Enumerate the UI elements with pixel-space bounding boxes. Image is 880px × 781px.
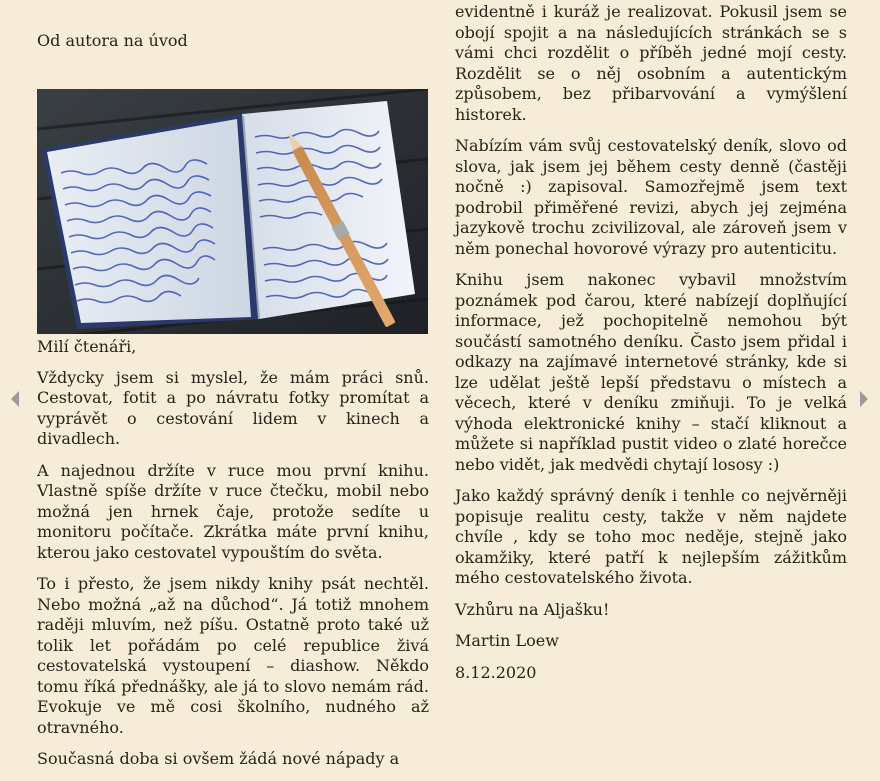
paragraph: Vždycky jsem si myslel, že mám práci snů. Cestovat, fotit a po návratu fotky promítat a vyprávět o cestování lidem v kinech a divadlech. [37, 367, 429, 448]
greeting: Milí čtenáři, [37, 337, 137, 356]
diary-photo [37, 89, 428, 334]
previous-page-arrow-icon[interactable] [11, 391, 19, 407]
paragraph: Současná doba si ovšem žádá nové nápady a [37, 749, 400, 768]
paragraph: Jako každý správný deník i tenhle co nejvěrněji popisuje realitu cesty, takže v něm najdete chvíle , kdy se toho moc neděje, stejně jako okamžiky, které patří k nejlepším zážitkům mého cestovatelského života. [455, 486, 847, 587]
paragraph: A najednou držíte v ruce mou první knihu. Vlastně spíše držíte v ruce čtečku, mobil nebo možná jen hrnek čaje, protože sedíte u monitoru počítače. Zkrátka máte první knihu, kterou jako cestovatel vypouštím do světa. [37, 460, 429, 562]
closing-line: Vzhůru na Aljašku! [455, 599, 610, 619]
paragraph: To i přesto, že jsem nikdy knihy psát nechtěl. Nebo možná „až na důchod“. Já totiž mnohem raději mluvím, než píšu. Ostatně proto také už tolik let pořádám po celé republice živá cestovatelská vystoupení – diashow. Někdo tomu říká přednášky, ale já to slovo nemám rád. Evokuje ve mě cosi školního, nudného až otravného. [37, 574, 429, 737]
paragraph: evidentně i kuráž je realizovat. Pokusil jsem se obojí spojit a na následujících stránkách se s vámi chci rozdělit o příběh jedné mojí cesty. Rozdělit se o něj osobním a autentickým způsobem, bez přibarvování a vymýšlení historek. [455, 2, 847, 124]
paragraph: Knihu jsem nakonec vybavil množstvím poznámek pod čarou, které nabízejí doplňující informace, jež pochopitelně nemohou být součástí samotného deníku. Často jsem přidal i odkazy na zajímavé internetové stránky, kde si lze udělat ještě lepší představu o místech a věcech, které v deníku zmiňuji. To je velká výhoda elektronické knihy – stačí kliknout a můžete si například pustit video o zlaté horečce nebo vidět, jak medvědi chytají lososy :) [455, 270, 847, 474]
date: 8.12.2020 [455, 662, 537, 682]
right-column [455, 0, 847, 694]
left-column [37, 0, 429, 781]
paragraph: Nabízím vám svůj cestovatelský deník, slovo od slova, jak jsem jej během cesty denně (častěji nočně :) zapisoval. Samozřejmě jsem text podrobil přiměřené revizi, abych jej zejména jazykově trochu zcivilizoval, ale zároveň jsem v něm ponechal hovorové výrazy pro autenticitu. [455, 136, 847, 258]
chapter-heading: Od autora na úvod [37, 31, 188, 50]
author-signature: Martin Loew [455, 631, 559, 650]
next-page-arrow-icon[interactable] [860, 391, 868, 407]
